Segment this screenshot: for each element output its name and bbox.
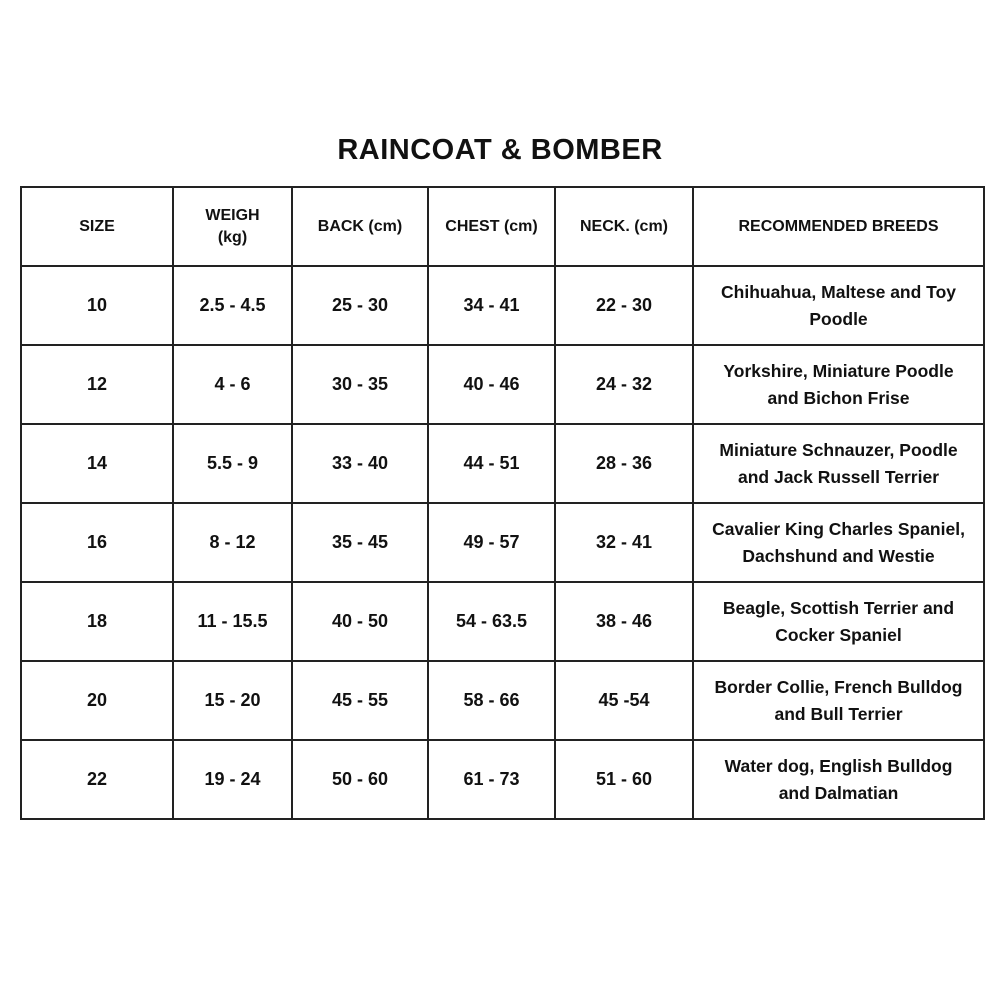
table-row bbox=[21, 503, 984, 582]
cell-chest: 54 - 63.5 bbox=[428, 582, 555, 661]
breeds-line: Water dog, English Bulldog bbox=[724, 755, 953, 776]
cell-back: 50 - 60 bbox=[292, 740, 428, 819]
cell-chest: 61 - 73 bbox=[428, 740, 555, 819]
cell-back: 33 - 40 bbox=[292, 424, 428, 503]
cell-breeds bbox=[693, 740, 984, 819]
cell-size: 16 bbox=[21, 503, 173, 582]
cell-size: 14 bbox=[21, 424, 173, 503]
cell-weigh: 5.5 - 9 bbox=[173, 424, 292, 503]
cell-size: 10 bbox=[21, 266, 173, 345]
breeds-line: and Jack Russell Terrier bbox=[737, 466, 940, 487]
header-weigh bbox=[173, 187, 292, 266]
cell-back: 30 - 35 bbox=[292, 345, 428, 424]
cell-chest: 44 - 51 bbox=[428, 424, 555, 503]
breeds-line: Beagle, Scottish Terrier and bbox=[722, 597, 955, 618]
cell-chest: 49 - 57 bbox=[428, 503, 555, 582]
table-row bbox=[21, 424, 984, 503]
cell-weigh: 2.5 - 4.5 bbox=[173, 266, 292, 345]
header-chest: CHEST (cm) bbox=[428, 187, 555, 266]
breeds-line: Yorkshire, Miniature Poodle bbox=[723, 360, 954, 381]
cell-chest: 58 - 66 bbox=[428, 661, 555, 740]
breeds-line: Dachshund and Westie bbox=[742, 545, 935, 566]
cell-size: 12 bbox=[21, 345, 173, 424]
cell-back: 40 - 50 bbox=[292, 582, 428, 661]
header-weigh-unit: (kg) bbox=[217, 228, 248, 246]
page-title: RAINCOAT & BOMBER bbox=[337, 134, 663, 166]
cell-neck: 38 - 46 bbox=[555, 582, 693, 661]
cell-breeds bbox=[693, 582, 984, 661]
cell-neck: 45 -54 bbox=[555, 661, 693, 740]
cell-breeds bbox=[693, 424, 984, 503]
table-row bbox=[21, 582, 984, 661]
cell-size: 18 bbox=[21, 582, 173, 661]
table-row bbox=[21, 740, 984, 819]
breeds-line: Chihuahua, Maltese and Toy bbox=[721, 281, 956, 302]
cell-chest: 40 - 46 bbox=[428, 345, 555, 424]
cell-weigh: 15 - 20 bbox=[173, 661, 292, 740]
breeds-line: Border Collie, French Bulldog bbox=[714, 676, 963, 697]
cell-weigh: 4 - 6 bbox=[173, 345, 292, 424]
cell-breeds bbox=[693, 661, 984, 740]
header-size: SIZE bbox=[21, 187, 173, 266]
cell-breeds bbox=[693, 345, 984, 424]
table-row bbox=[21, 661, 984, 740]
cell-back: 35 - 45 bbox=[292, 503, 428, 582]
breeds-line: and Dalmatian bbox=[778, 782, 899, 803]
header-weigh-label: WEIGH bbox=[205, 206, 260, 224]
breeds-line: Cavalier King Charles Spaniel, bbox=[712, 518, 965, 539]
header-breeds: RECOMMENDED BREEDS bbox=[693, 187, 984, 266]
cell-neck: 51 - 60 bbox=[555, 740, 693, 819]
header-back: BACK (cm) bbox=[292, 187, 428, 266]
breeds-line: Miniature Schnauzer, Poodle bbox=[719, 439, 958, 460]
cell-back: 45 - 55 bbox=[292, 661, 428, 740]
header-neck: NECK. (cm) bbox=[555, 187, 693, 266]
cell-breeds bbox=[693, 503, 984, 582]
cell-neck: 32 - 41 bbox=[555, 503, 693, 582]
breeds-line: Cocker Spaniel bbox=[775, 624, 902, 645]
cell-neck: 24 - 32 bbox=[555, 345, 693, 424]
breeds-line: and Bull Terrier bbox=[774, 703, 903, 724]
cell-weigh: 19 - 24 bbox=[173, 740, 292, 819]
cell-neck: 28 - 36 bbox=[555, 424, 693, 503]
table-row bbox=[21, 345, 984, 424]
cell-breeds bbox=[693, 266, 984, 345]
cell-neck: 22 - 30 bbox=[555, 266, 693, 345]
cell-size: 20 bbox=[21, 661, 173, 740]
cell-back: 25 - 30 bbox=[292, 266, 428, 345]
breeds-line: Poodle bbox=[809, 308, 868, 329]
table-row bbox=[21, 266, 984, 345]
cell-size: 22 bbox=[21, 740, 173, 819]
cell-weigh: 8 - 12 bbox=[173, 503, 292, 582]
size-chart-table bbox=[20, 186, 985, 820]
cell-chest: 34 - 41 bbox=[428, 266, 555, 345]
cell-weigh: 11 - 15.5 bbox=[173, 582, 292, 661]
breeds-line: and Bichon Frise bbox=[767, 387, 910, 408]
table-header-row bbox=[21, 187, 984, 266]
